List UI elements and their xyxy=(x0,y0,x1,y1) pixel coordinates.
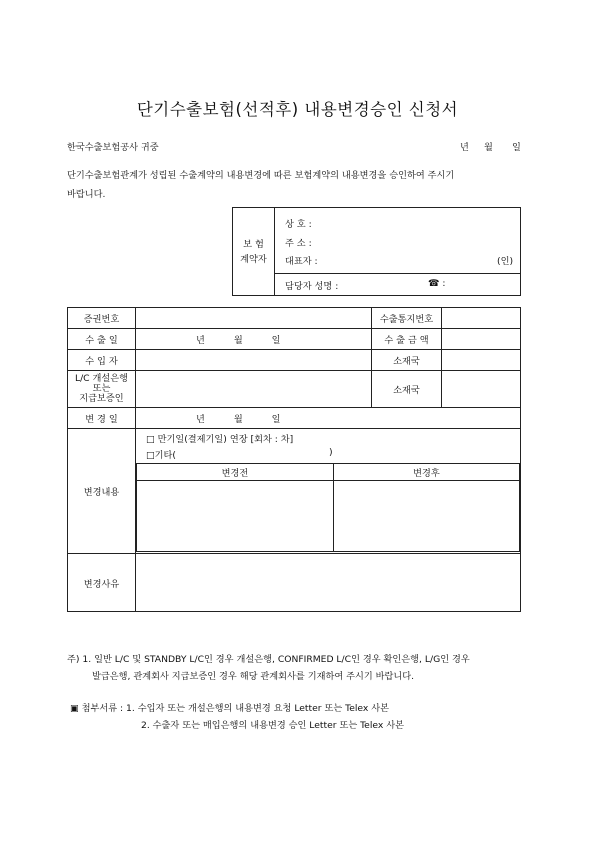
before-after-table xyxy=(136,463,520,552)
lc-bank-country-input[interactable] xyxy=(442,371,521,408)
change-reason-input[interactable] xyxy=(136,554,521,612)
change-date-input[interactable] xyxy=(136,408,521,429)
note-line-1: 주) 1. 일반 L/C 및 STANDBY L/C인 경우 개설은행, CONFIRMED L/C인 경우 확인은행, L/G인 경우 xyxy=(67,654,470,665)
export-notice-no-label: 수출통지번호 xyxy=(372,308,442,329)
export-date-input[interactable] xyxy=(136,329,372,350)
change-date-day: 일 xyxy=(271,414,281,425)
lc-bank-country-label: 소재국 xyxy=(372,371,442,408)
export-date-label: 수 출 일 xyxy=(68,329,136,350)
addressee: 한국수출보험공사 귀중 xyxy=(67,142,159,153)
change-reason-label: 변경사유 xyxy=(68,554,136,612)
change-date-month: 월 xyxy=(233,414,243,425)
contact-name-field[interactable]: 담당자 성명 : xyxy=(285,281,339,292)
before-input[interactable] xyxy=(137,481,334,552)
importer-country-label: 소재국 xyxy=(372,350,442,371)
insurer-box xyxy=(232,207,521,296)
phone-field[interactable]: ☎ : xyxy=(428,278,446,289)
attachment-line-1: ▣ 첨부서류 : 1. 수입자 또는 개설은행의 내용변경 요청 Letter 또는 Telex 사본 xyxy=(70,703,390,714)
export-date-day: 일 xyxy=(271,335,281,346)
policy-no-label: 증권번호 xyxy=(68,308,136,329)
importer-label: 수 입 자 xyxy=(68,350,136,371)
seal-mark: (인) xyxy=(497,256,514,267)
other-close-paren: ) xyxy=(329,447,333,458)
insurer-label-bottom: 계약자 xyxy=(240,254,267,265)
change-content-cell xyxy=(136,429,521,554)
export-amount-input[interactable] xyxy=(442,329,521,350)
before-header: 변경전 xyxy=(137,464,334,481)
policy-no-input[interactable] xyxy=(136,308,372,329)
intro-line-2: 바랍니다. xyxy=(67,189,106,200)
importer-input[interactable] xyxy=(136,350,372,371)
address-field[interactable]: 주 소 : xyxy=(285,238,312,249)
date-year-label: 년 xyxy=(460,142,469,153)
lc-bank-input[interactable] xyxy=(136,371,372,408)
change-date-label: 변 경 일 xyxy=(68,408,136,429)
after-header: 변경후 xyxy=(334,464,520,481)
export-date-year: 년 xyxy=(196,335,205,346)
insurer-label-top: 보 험 xyxy=(243,239,264,250)
attachment-line-2: 2. 수출자 또는 매입은행의 내용변경 승인 Letter 또는 Telex 사본 xyxy=(141,720,404,731)
date-month-label: 월 xyxy=(484,142,493,153)
other-checkbox[interactable]: □기타( xyxy=(146,450,177,461)
date-day-label: 일 xyxy=(512,142,521,153)
intro-line-1: 단기수출보험관계가 성립된 수출계약의 내용변경에 따른 보험계약의 내용변경을 승인하여 주시기 xyxy=(67,170,455,181)
export-notice-no-input[interactable] xyxy=(442,308,521,329)
page-title: 단기수출보험(선적후) 내용변경승인 신청서 xyxy=(136,100,459,119)
change-date-year: 년 xyxy=(196,414,205,425)
representative-field[interactable]: 대표자 : xyxy=(285,256,318,267)
importer-country-input[interactable] xyxy=(442,350,521,371)
note-line-2: 발급은행, 관계회사 지급보증인 경우 해당 관계회사를 기재하여 주시기 바랍니다. xyxy=(92,671,415,682)
change-content-label: 변경내용 xyxy=(68,429,136,554)
export-date-month: 월 xyxy=(233,335,243,346)
export-amount-label: 수 출 금 액 xyxy=(372,329,442,350)
company-name-field[interactable]: 상 호 : xyxy=(285,219,312,230)
extend-due-date-checkbox[interactable]: □ 만기일(결제기일) 연장 [회차 : 차] xyxy=(146,434,294,445)
after-input[interactable] xyxy=(334,481,520,552)
application-table xyxy=(67,307,521,612)
lc-bank-label: L/C 개설은행 또는 지급보증인 xyxy=(68,371,136,408)
